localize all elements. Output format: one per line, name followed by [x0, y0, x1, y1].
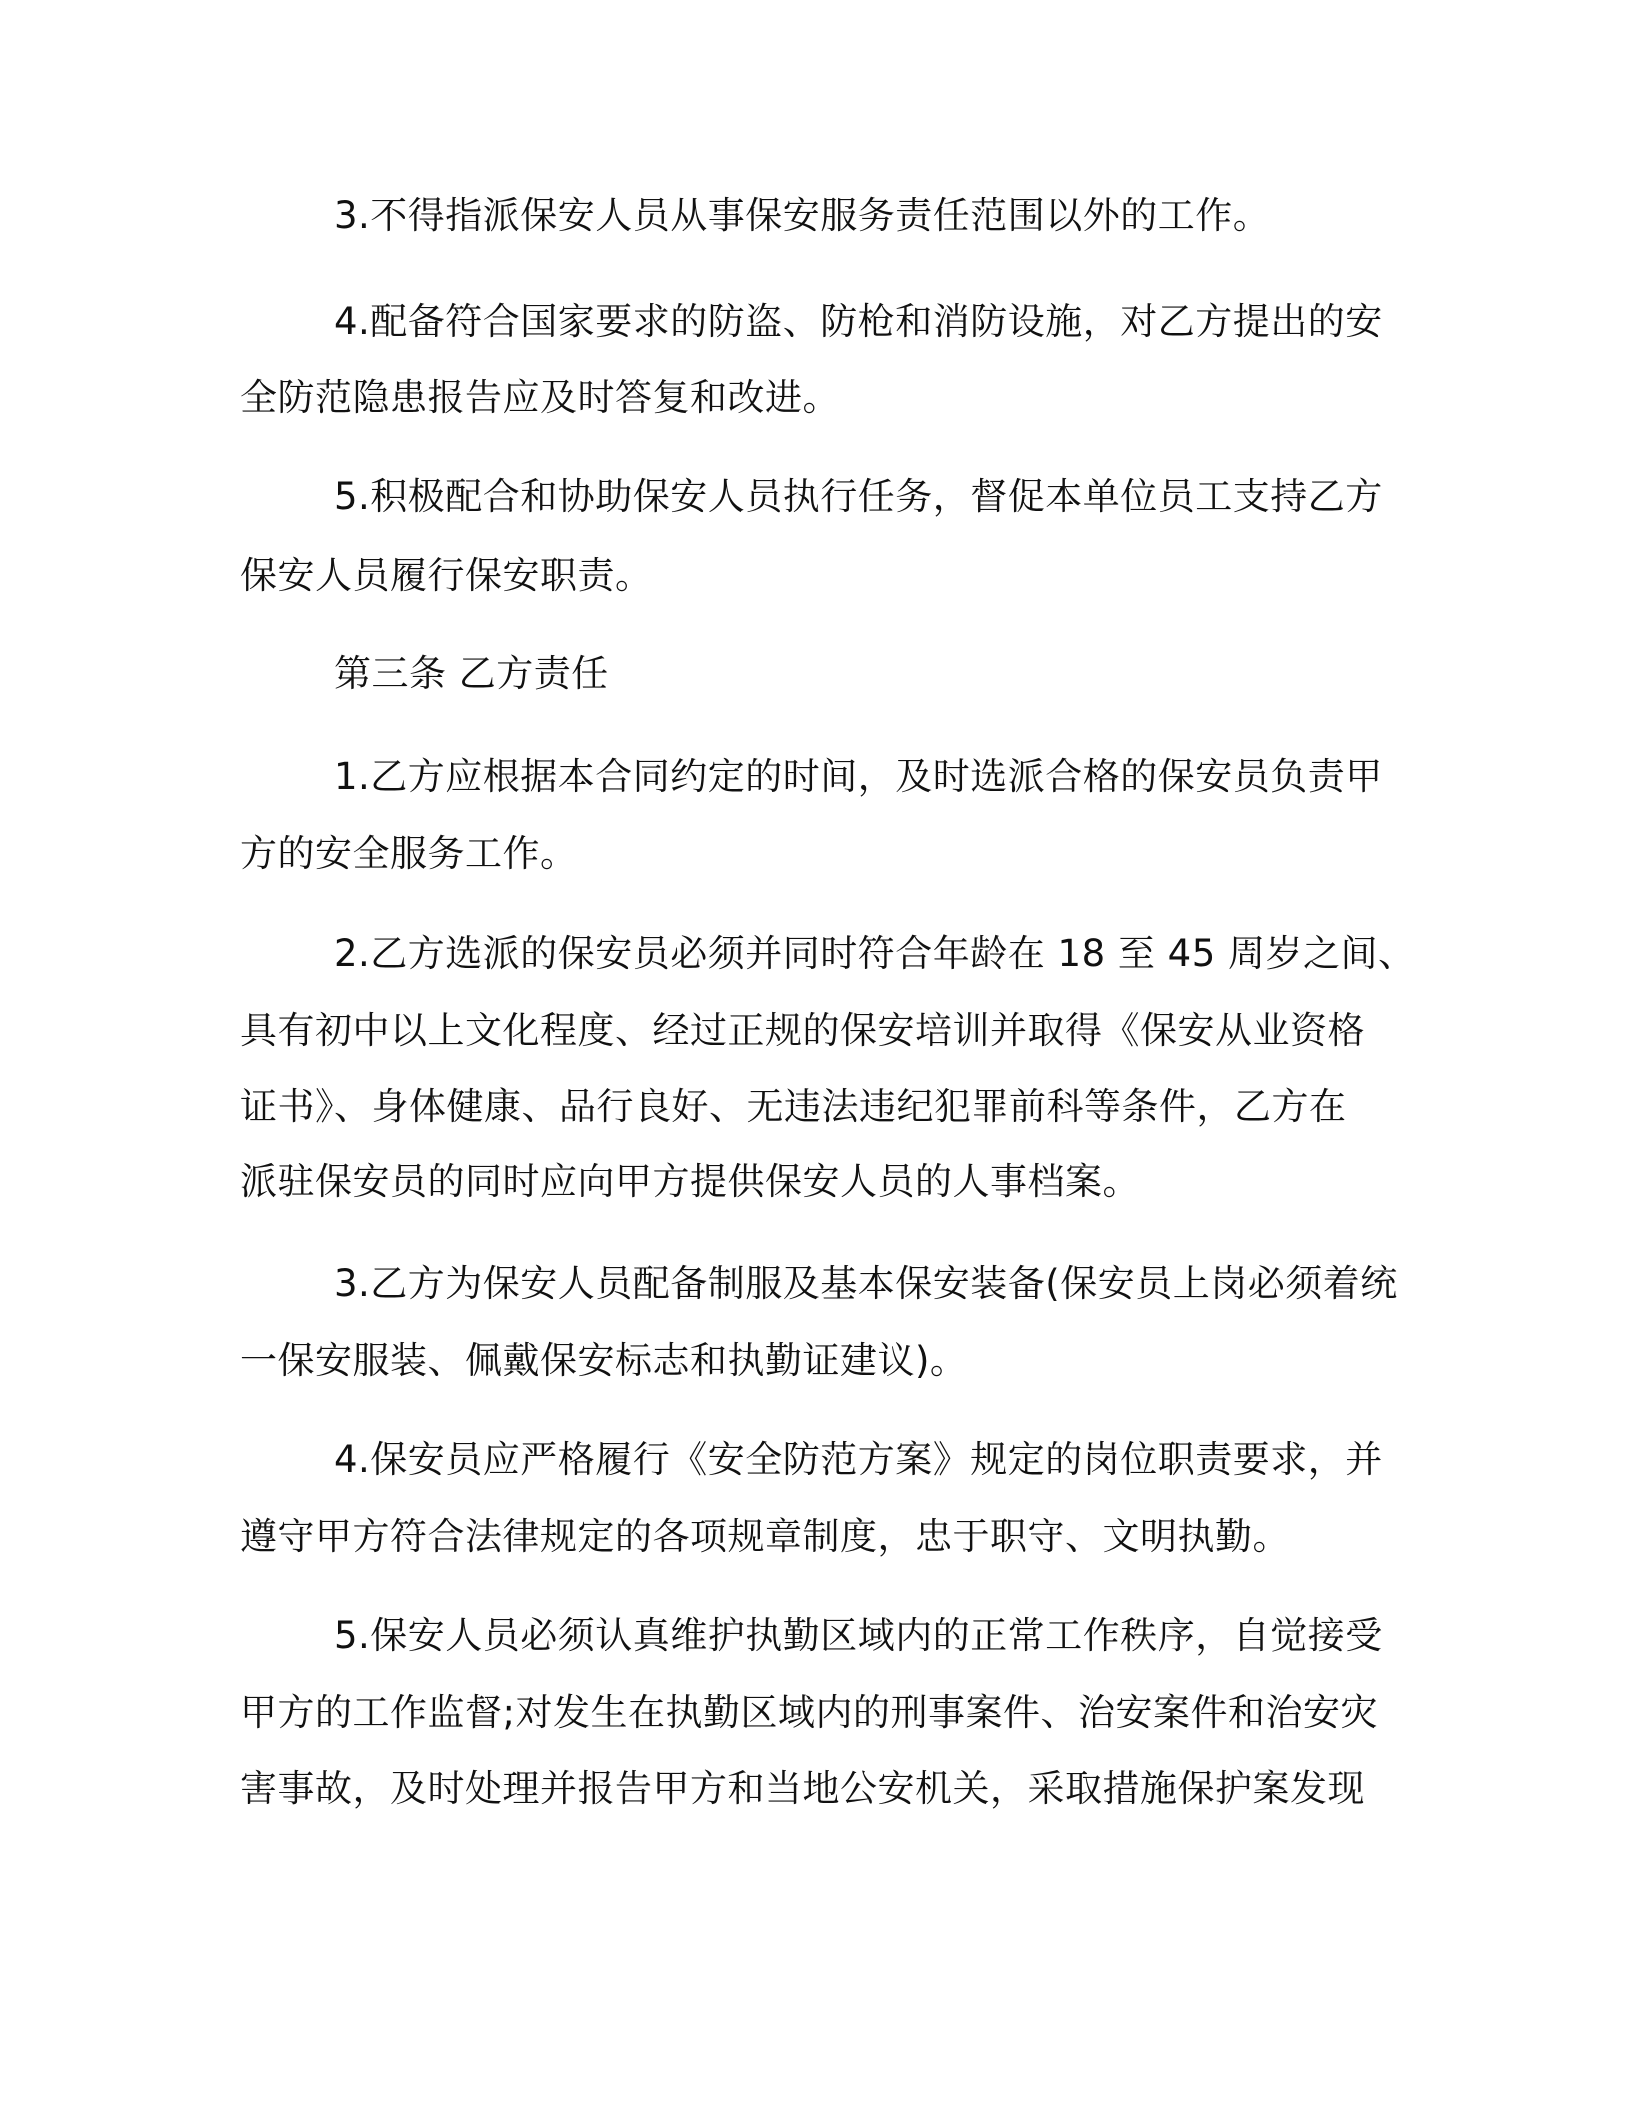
paragraph-b2-line-1: 2.乙方选派的保安员必须并同时符合年龄在 18 至 45 周岁之间、: [334, 932, 1416, 975]
paragraph-b2-line-4: 派驻保安员的同时应向甲方提供保安人员的人事档案。: [240, 1160, 1140, 1203]
paragraph-b3-line-2: 一保安服装、佩戴保安标志和执勤证建议)。: [240, 1339, 968, 1382]
paragraph-b2-line-3: 证书》、身体健康、品行良好、无违法违纪犯罪前科等条件，乙方在: [240, 1085, 1347, 1128]
paragraph-b5-line-2: 甲方的工作监督;对发生在执勤区域内的刑事案件、治安案件和治安灾: [240, 1691, 1378, 1734]
article-3-heading: 第三条 乙方责任: [334, 652, 609, 695]
paragraph-a5-line-1: 5.积极配合和协助保安人员执行任务，督促本单位员工支持乙方: [334, 475, 1383, 518]
paragraph-b4-line-1: 4.保安员应严格履行《安全防范方案》规定的岗位职责要求，并: [334, 1438, 1383, 1481]
paragraph-a4-line-1: 4.配备符合国家要求的防盗、防枪和消防设施，对乙方提出的安: [334, 300, 1383, 343]
paragraph-b1-line-1: 1.乙方应根据本合同约定的时间，及时选派合格的保安员负责甲: [334, 755, 1383, 798]
paragraph-b2-line-2: 具有初中以上文化程度、经过正规的保安培训并取得《保安从业资格: [240, 1009, 1365, 1052]
paragraph-b3-line-1: 3.乙方为保安人员配备制服及基本保安装备(保安员上岗必须着统: [334, 1262, 1398, 1305]
paragraph-a3-line-1: 3.不得指派保安人员从事保安服务责任范围以外的工作。: [334, 194, 1271, 237]
paragraph-a5-line-2: 保安人员履行保安职责。: [240, 554, 653, 597]
paragraph-b1-line-2: 方的安全服务工作。: [240, 832, 578, 875]
paragraph-b4-line-2: 遵守甲方符合法律规定的各项规章制度，忠于职守、文明执勤。: [240, 1515, 1290, 1558]
paragraph-b5-line-3: 害事故，及时处理并报告甲方和当地公安机关，采取措施保护案发现: [240, 1767, 1365, 1810]
paragraph-b5-line-1: 5.保安人员必须认真维护执勤区域内的正常工作秩序，自觉接受: [334, 1614, 1383, 1657]
paragraph-a4-line-2: 全防范隐患报告应及时答复和改进。: [240, 376, 840, 419]
